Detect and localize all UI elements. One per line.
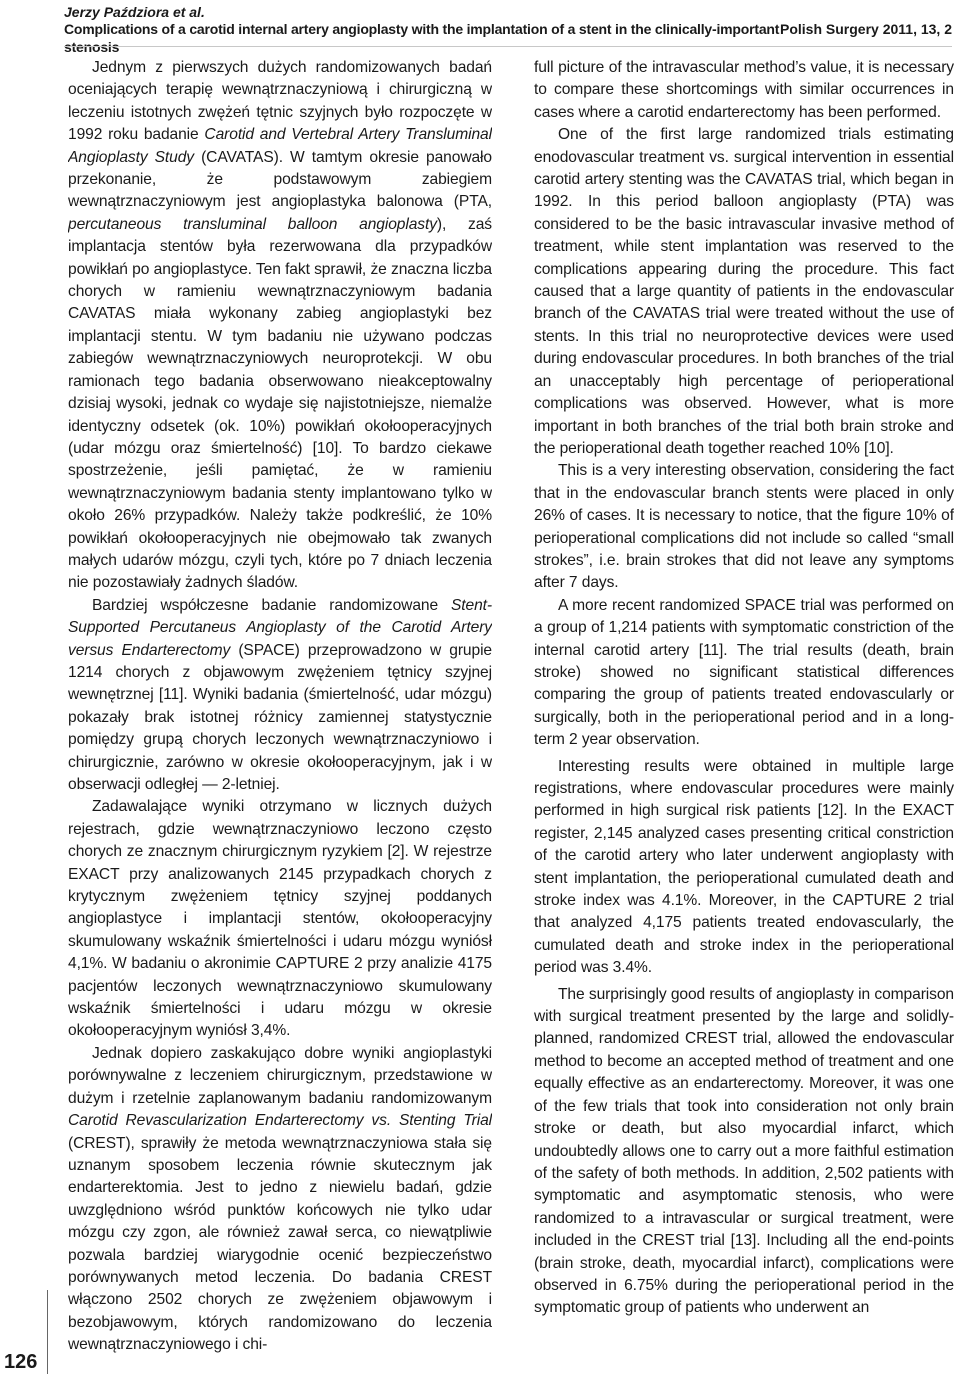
- running-header: [64, 4, 952, 56]
- trial-name: Carotid and Vertebral Artery Transluminal Angioplasty Study: [68, 126, 492, 166]
- page-number-bar: [47, 1290, 48, 1374]
- header-authors: Jerzy Paździora et al.: [64, 4, 205, 20]
- text-run: Jednym z pierwszych dużych randomizowanych badań oceniających terapię wewnątrznaczyniową i chirurgiczną w leczeniu istotnych zwężeń tętnic szyjnych było rozpoczęte w 1992 roku badanie: [68, 59, 492, 144]
- right-paragraph-0: full picture of the intravascular method’s value, it is necessary to compare these shortcomings with similar occurrences in cases where a carotid endarterectomy has been performed.: [534, 59, 954, 121]
- left-paragraph-1: [68, 57, 492, 595]
- header-row: [64, 20, 952, 56]
- left-paragraph-4: [68, 1043, 492, 1357]
- right-paragraph-1: One of the first large randomized trials estimating enodovascular treatment vs. surgical intervention in essential carotid artery stenting was the CAVATAS trial, which began in 1992. In this period balloon angioplasty (PTA) was considered to be the basic intravascular invasive method of treatment, while stent implantation was reserved to the complications appearing during the procedure. This fact caused that a large quantity of patients in the endovascular branch of the CAVATAS trial were treated without the use of stents. In this trial no neuroprotective devices were used during endovascular procedures. In both branches of the trial an unacceptably high percentage of perioperational complications was observed. However, what is more important in both branches of the trial both brain stroke and the perioperational death together reached 10% [10].: [534, 126, 954, 457]
- text-run: Bardziej współczesne badanie randomizowane: [92, 596, 451, 614]
- right-paragraph-2: This is a very interesting observation, considering the fact that in the endovascular branch stents were placed in only 26% of cases. It is necessary to notice, that the figure 10% of perioperational complications did not include so called “small strokes”, i.e. brain strokes that did not leave any symptoms after 7 days.: [534, 462, 954, 592]
- left-paragraph-3: Zadawalające wyniki otrzymano w licznych dużych rejestrach, gdzie wewnątrznaczyniowo leczono często chorych ze znacznym chirurgicznym ryzykiem [2]. W rejestrze EXACT przy analizowanych 2145 przypadkach chorych z krytycznym zwężeniem tętnicy szyjnej poddanych angioplastyce i implantacji stentów, okołooperacyjny skumulowany wskaźnik śmiertelności i udaru mózgu wyniósł 4,1%. W badaniu o akronimie CAPTURE 2 przy analizie 4175 pacjentów leczonych wewnątrznaczyniowo skumulowany wskaźnik śmiertelności i udaru mózgu w okresie okołooperacyjnym wyniósł 3,4%.: [68, 798, 492, 1040]
- right-paragraph-3: A more recent randomized SPACE trial was performed on a group of 1,214 patients with symptomatic constriction of the internal carotid artery [11]. The trial results (death, brain stroke) showed no significant statistical differences comparing the group of patients treated endovascularly or surgically, both in the perioperational period and in a long-term 2 year observation.: [534, 596, 954, 749]
- text-run: (CREST), sprawiły że metoda wewnątrznaczyniowa stała się uznanym sposobem leczenia równie skutecznym jak endarterektomia. Jest to jedno z niewielu badań, gdzie uwzględniono wśród punktów końcowych nie tylko udar mózgu czy zgon, ale również zawał serca, co niewątpliwie pozwala bardziej wiarygodnie ocenić bezpieczeństwo porównywanych metod leczenia. Do badania CREST włączono 2502 chorych ze zwężeniem objawowym i bezobjawowym, których randomizowano do leczenia wewnątrznaczyniowego i chi-: [68, 1134, 492, 1354]
- header-rule: [64, 46, 952, 47]
- procedure-name: percutaneous transluminal balloon angioplasty: [68, 215, 437, 233]
- text-run: (SPACE) przeprowadzono w grupie 1214 chorych z objawowym zwężeniem tętnicy szyjnej wewnętrznej [11]. Wyniki badania (śmiertelność, udar mózgu) pokazały brak istotnej różnicy zamiennej statystycznie pomiędzy grupą chorych leczonych wewnątrznaczyniowo i chirurgicznie, zarówno w okresie okołooperacyjnym, jak i w obserwacji odległej — 2-letniej.: [68, 641, 492, 793]
- text-run: (CAVATAS). W tamtym okresie panowało przekonanie, że podstawowym zabiegiem wewnątrznaczyniowym jest angioplastyka balonowa (PTA,: [68, 148, 492, 211]
- left-column-polish: [68, 57, 492, 1377]
- page-number: 126: [4, 1351, 38, 1373]
- right-column-english: [534, 57, 954, 1377]
- right-paragraph-4: Interesting results were obtained in multiple large registrations, where endovascular procedures were mainly performed in high surgical risk patients [12]. In the EXACT register, 2,145 analyzed cases presenting critical constriction of the carotid artery who later underwent angioplasty with stent implantation, the perioperational cumulated death and stroke index was 4.1%. Moreover, in the CAPTURE 2 trial that analyzed 4,175 patients treated endovascularly, the cumulated death and stroke index in the perioperational period was 3.4%.: [534, 757, 954, 977]
- text-run: ), zaś implantacja stentów była rezerwowana dla przypadków powikłań po angioplastyce. Ten fakt sprawił, że znaczna liczba chorych w ramieniu wewnątrznaczyniowym badania CAVATAS miała wykonany zabieg angioplastyki bez implantacji stentu. W tym badaniu nie używano podczas zabiegów wewnątrznaczyniowych neuroprotekcji. W obu ramionach tego badania obserwowano nieakceptowalny dzisiaj wysoki, jednak co wydaje się najistotniejsze, niemalże identyczny odsetek (ok. 10%) powikłań okołooperacyjnych (udar mózgu oraz śmiertelność) [10]. To bardzo ciekawe spostrzeżenie, jeśli pamiętać, że w ramieniu wewnątrznaczyniowym badania stenty implantowano tylko w około 26% przypadków. Należy także podkreślić, że 10% powikłań okołooperacyjnych nie obejmowało tak zwanych małych udarów mózgu, czyli tych, które po 7 dniach leczenia nie pozostawiały żadnych śladów.: [68, 215, 492, 592]
- text-run: Jednak dopiero zaskakująco dobre wyniki angioplastyki porównywalne z leczeniem chirurgicznym, przedstawione w dużym i rzetelnie zaplanowanym badaniu randomizowanym: [68, 1044, 492, 1107]
- right-paragraph-5: The surprisingly good results of angioplasty in comparison with surgical treatment presented by the large and solidly-planned, randomized CREST trial, allowed the endovascular method to become an accepted method of treatment and one equally effective as an endarterectomy. Moreover, it was one of the few trials that took into consideration not only brain stroke or death, but also myocardial infarct, which undoubtedly allows one to carry out a more faithful estimation of the safety of both methods. In addition, 2,502 patients with symptomatic and asymptomatic stenosis, who were randomized to a intravascular or surgical treatment, were included in the CREST trial [13]. Including all the end-points (brain stroke, death, myocardial infarct), complications were observed in 6.75% during the perioperational period in the symptomatic group of patients who underwent an: [534, 985, 954, 1317]
- trial-name: Carotid Revascularization Endarterectomy vs. Stenting Trial: [68, 1112, 492, 1130]
- header-journal: Polish Surgery 2011, 13, 2: [780, 21, 952, 37]
- trial-name: Stent-Supported Percutaneus Angioplasty of the Carotid Artery versus Endarterectomy: [68, 596, 492, 659]
- left-paragraph-2: [68, 595, 492, 797]
- header-article-title: Complications of a carotid internal artery angioplasty with the implantation of a stent in the clinically-important stenosis: [64, 21, 780, 55]
